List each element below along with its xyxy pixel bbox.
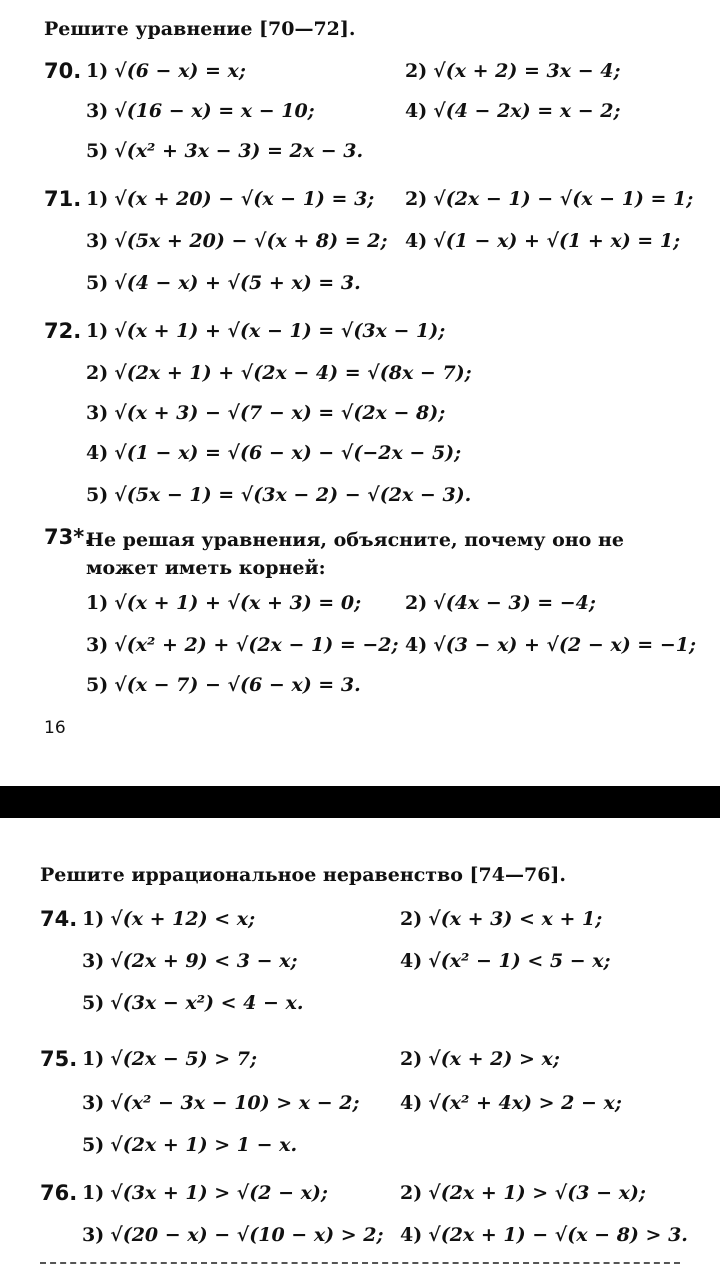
problem-76-item-1: 1) √(3x + 1) > √(2 − x); — [82, 1182, 328, 1204]
problem-75-item-1: 1) √(2x − 5) > 7; — [82, 1048, 257, 1070]
problem-74-item-5: 5) √(3x − x²) < 4 − x. — [82, 992, 304, 1014]
problem-73-row-3 — [0, 672, 720, 702]
problem-70-row-2 — [0, 98, 720, 128]
section-heading-inequalities: Решите иррациональное неравенство [74—76]. — [40, 864, 567, 886]
problem-75-item-3: 3) √(x² − 3x − 10) > x − 2; — [82, 1092, 360, 1114]
problem-73-instruction: Не решая уравнения, объясните, почему оно не может иметь корней: — [86, 529, 624, 579]
problem-71-row-3 — [0, 270, 720, 300]
page-divider-bar — [0, 786, 720, 818]
problem-number: 74. — [40, 907, 78, 931]
page-number: 16 — [44, 718, 66, 738]
problem-71-item-4: 4) √(1 − x) + √(1 + x) = 1; — [405, 230, 681, 252]
problem-70-item-3: 3) √(16 − x) = x − 10; — [86, 100, 315, 122]
problem-71-item-3: 3) √(5x + 20) − √(x + 8) = 2; — [86, 230, 388, 252]
problem-76-row-1 — [0, 1180, 720, 1210]
problem-74-item-2: 2) √(x + 3) < x + 1; — [400, 908, 603, 930]
problem-number: 73*. — [44, 525, 93, 549]
problem-76-item-2: 2) √(2x + 1) > √(3 − x); — [400, 1182, 646, 1204]
problem-73-item-1: 1) √(x + 1) + √(x + 3) = 0; — [86, 592, 362, 614]
problem-76-row-2 — [0, 1222, 720, 1252]
problem-72-item-4: 4) √(1 − x) = √(6 − x) − √(−2x − 5); — [86, 442, 462, 464]
problem-number: 76. — [40, 1181, 78, 1205]
problem-75-row-1 — [0, 1046, 720, 1076]
problem-73-row-2 — [0, 632, 720, 662]
problem-72-item-1: 1) √(x + 1) + √(x − 1) = √(3x − 1); — [86, 320, 446, 342]
problem-70-item-1: 1) √(6 − x) = x; — [86, 60, 246, 82]
problem-72-row-3 — [0, 400, 720, 430]
problem-72-row-5 — [0, 482, 720, 512]
problem-71-item-5: 5) √(4 − x) + √(5 + x) = 3. — [86, 272, 361, 294]
problem-70-row-1 — [0, 58, 720, 88]
problem-72-row-1 — [0, 318, 720, 348]
problem-75-item-4: 4) √(x² + 4x) > 2 − x; — [400, 1092, 622, 1114]
problem-70-item-5: 5) √(x² + 3x − 3) = 2x − 3. — [86, 140, 364, 162]
problem-74-item-1: 1) √(x + 12) < x; — [82, 908, 256, 930]
problem-75-item-2: 2) √(x + 2) > x; — [400, 1048, 560, 1070]
section-heading-equations: Решите уравнение [70—72]. — [44, 18, 356, 40]
problem-72-item-2: 2) √(2x + 1) + √(2x − 4) = √(8x − 7); — [86, 362, 472, 384]
problem-74-item-4: 4) √(x² − 1) < 5 − x; — [400, 950, 611, 972]
problem-73-item-3: 3) √(x² + 2) + √(2x − 1) = −2; — [86, 634, 399, 656]
problem-number: 72. — [44, 319, 82, 343]
problem-73-item-2: 2) √(4x − 3) = −4; — [405, 592, 596, 614]
problem-72-item-5: 5) √(5x − 1) = √(3x − 2) − √(2x − 3). — [86, 484, 472, 506]
problem-72-item-3: 3) √(x + 3) − √(7 − x) = √(2x − 8); — [86, 402, 446, 424]
problem-76-item-3: 3) √(20 − x) − √(10 − x) > 2; — [82, 1224, 384, 1246]
problem-75-item-5: 5) √(2x + 1) > 1 − x. — [82, 1134, 298, 1156]
problem-number: 71. — [44, 187, 82, 211]
problem-71-row-2 — [0, 228, 720, 258]
problem-74-row-1 — [0, 906, 720, 936]
problem-73-item-4: 4) √(3 − x) + √(2 − x) = −1; — [405, 634, 696, 656]
bottom-dashed-rule — [40, 1262, 680, 1264]
problem-74-row-3 — [0, 990, 720, 1020]
textbook-page-17 — [0, 818, 720, 1280]
problem-70-item-4: 4) √(4 − 2x) = x − 2; — [405, 100, 621, 122]
problem-number: 75. — [40, 1047, 78, 1071]
problem-72-row-2 — [0, 360, 720, 390]
problem-70-row-3 — [0, 138, 720, 168]
problem-71-item-2: 2) √(2x − 1) − √(x − 1) = 1; — [405, 188, 694, 210]
problem-72-row-4 — [0, 440, 720, 470]
problem-74-row-2 — [0, 948, 720, 978]
problem-71-item-1: 1) √(x + 20) − √(x − 1) = 3; — [86, 188, 375, 210]
problem-70-item-2: 2) √(x + 2) = 3x − 4; — [405, 60, 621, 82]
problem-76-item-4: 4) √(2x + 1) − √(x − 8) > 3. — [400, 1224, 688, 1246]
problem-73-row-1 — [0, 590, 720, 620]
problem-74-item-3: 3) √(2x + 9) < 3 − x; — [82, 950, 298, 972]
problem-number: 70. — [44, 59, 82, 83]
problem-75-row-2 — [0, 1090, 720, 1120]
problem-75-row-3 — [0, 1132, 720, 1162]
problem-73-item-5: 5) √(x − 7) − √(6 − x) = 3. — [86, 674, 361, 696]
problem-71-row-1 — [0, 186, 720, 216]
